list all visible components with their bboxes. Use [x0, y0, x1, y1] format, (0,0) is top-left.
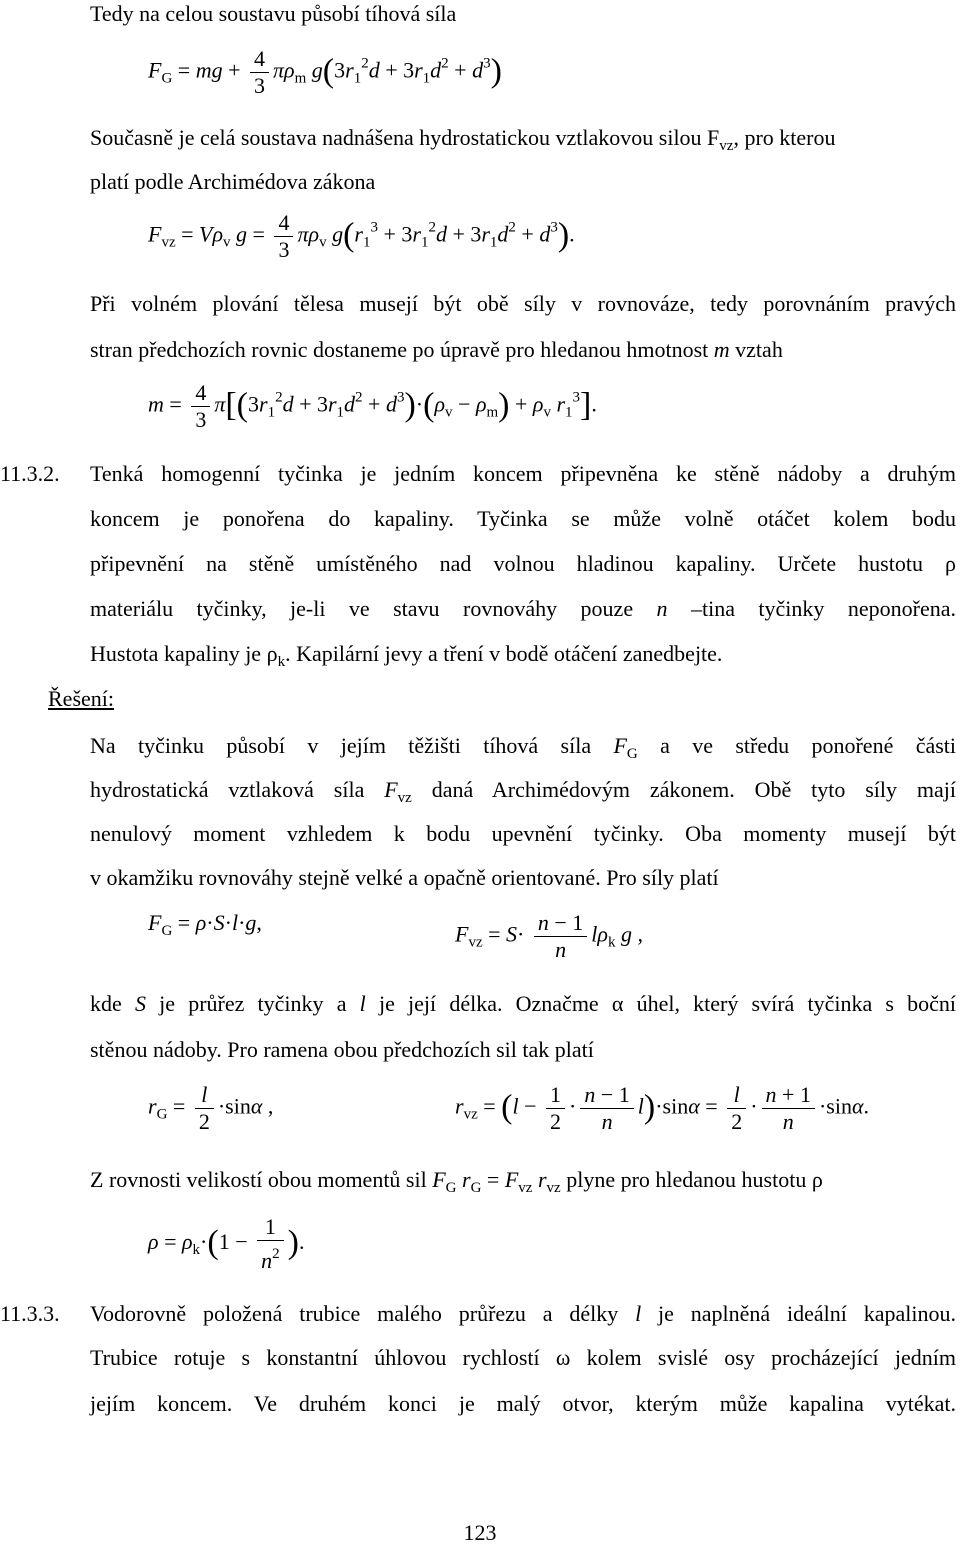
section-number-1133: 11.3.3.	[0, 1301, 60, 1326]
solution-line2: hydrostatická vztlaková síla $F_{vz}$ daná Archimédovým zákonem. Obě tyto síly mají	[90, 777, 956, 806]
task-1132-line1: Tenká homogenní tyčinka je jedním koncem připevněna ke stěně nádoby a druhým	[90, 461, 956, 486]
solution-line6: stěnou nádoby. Pro ramena obou předchozích sil tak platí	[90, 1037, 594, 1062]
task-1132-line3: připevnění na stěně umístěného nad volnou hladinou kapaliny. Určete hustotu ρ	[90, 551, 956, 576]
equation-arm-vz: $r_{vz} = (l$ − $\frac{1}{2}$ · $\frac{n - 1}{n}$ l)·sinα = $\frac{l}{2}$ · $\frac{n + 1}{n}$ ·sinα.	[455, 1082, 870, 1134]
paragraph-buoyancy-line1: Současně je celá soustava nadnášena hydrostatickou vztlakovou silou $F_{vz}$, pro kterou	[90, 125, 836, 154]
solution-line1: Na tyčinku působí v jejím těžišti tíhová síla $F_G$ a ve středu ponořené části	[90, 733, 957, 762]
equation-fvz: $F_{vz} = V\rho_v$ g = $\frac{4}{3}$ $\pi\rho_v$ $g(r_1^3 + 3r_1^2d + 3r_1d^2 + d^3)$.	[148, 210, 575, 262]
equation-buoyant-force: $F_{vz} = S\cdot$ $\frac{n - 1}{n}$ $l\rho_k$ g ,	[455, 910, 643, 962]
section-number-1132: 11.3.2.	[0, 461, 60, 486]
solution-line7: Z rovnosti velikostí obou momentů sil $F_G$ $r_G = F_{vz}$ $r_{vz}$ plyne pro hledanou hustotu ρ	[90, 1167, 823, 1196]
solution-line5: kde S je průřez tyčinky a l je její délka. Označme α úhel, který svírá tyčinka s boční	[90, 991, 957, 1016]
paragraph-equilibrium-line2: stran předchozích rovnic dostaneme po úpravě pro hledanou hmotnost m vztah	[90, 337, 783, 362]
task-1133-line1: Vodorovně položená trubice malého průřezu a délky l je naplněná ideální kapalinou.	[90, 1301, 956, 1326]
solution-line3: nenulový moment vzhledem k bodu upevnění tyčinky. Oba momenty musejí být	[90, 821, 956, 846]
intro-line: Tedy na celou soustavu působí tíhová síla	[90, 1, 457, 26]
task-1132-line4: materiálu tyčinky, je-li ve stavu rovnováhy pouze n –tina tyčinky neponořena.	[90, 596, 956, 621]
paragraph-equilibrium-line1: Při volném plování tělesa musejí být obě síly v rovnováze, tedy porovnáním pravých	[90, 291, 956, 316]
equation-fg: $F_G$ = mg + $\frac{4}{3}$ $\pi\rho_m$ $g(3r_1^2d + 3r_1d^2 + d^3)$	[148, 46, 502, 98]
solution-line4: v okamžiku rovnováhy stejně velké a opačně orientované. Pro síly platí	[90, 865, 719, 890]
equation-mass: m = $\frac{4}{3}$ $\pi[(3r_1^2d + 3r_1d^2 + d^3)\cdot(\rho_v - \rho_m) + \rho_v$ $r_1^3$].	[148, 380, 597, 432]
equation-density: $\rho = \rho_k\cdot(1$ − $\frac{1}{n^2}$ ).	[148, 1214, 305, 1273]
solution-heading: Řešení:	[48, 686, 114, 711]
task-1132-line5: Hustota kapaliny je $\rho_k$. Kapilární jevy a tření v bodě otáčení zanedbejte.	[90, 641, 723, 670]
task-1133-line2: Trubice rotuje s konstantní úhlovou rychlostí ω kolem svislé osy procházející jedním	[90, 1345, 956, 1370]
paragraph-buoyancy-line2: platí podle Archimédova zákona	[90, 169, 376, 194]
task-1132-line2: koncem je ponořena do kapaliny. Tyčinka se může volně otáčet kolem bodu	[90, 506, 956, 531]
task-1133-line3: jejím koncem. Ve druhém konci je malý otvor, kterým může kapalina vytékat.	[90, 1391, 956, 1416]
equation-forces: $F_G = \rho\cdot S\cdot l\cdot g$,	[148, 910, 262, 939]
page-number: 123	[463, 1520, 497, 1545]
equation-arm-g: $r_G$ = $\frac{l}{2}$ ·sinα ,	[148, 1082, 274, 1134]
